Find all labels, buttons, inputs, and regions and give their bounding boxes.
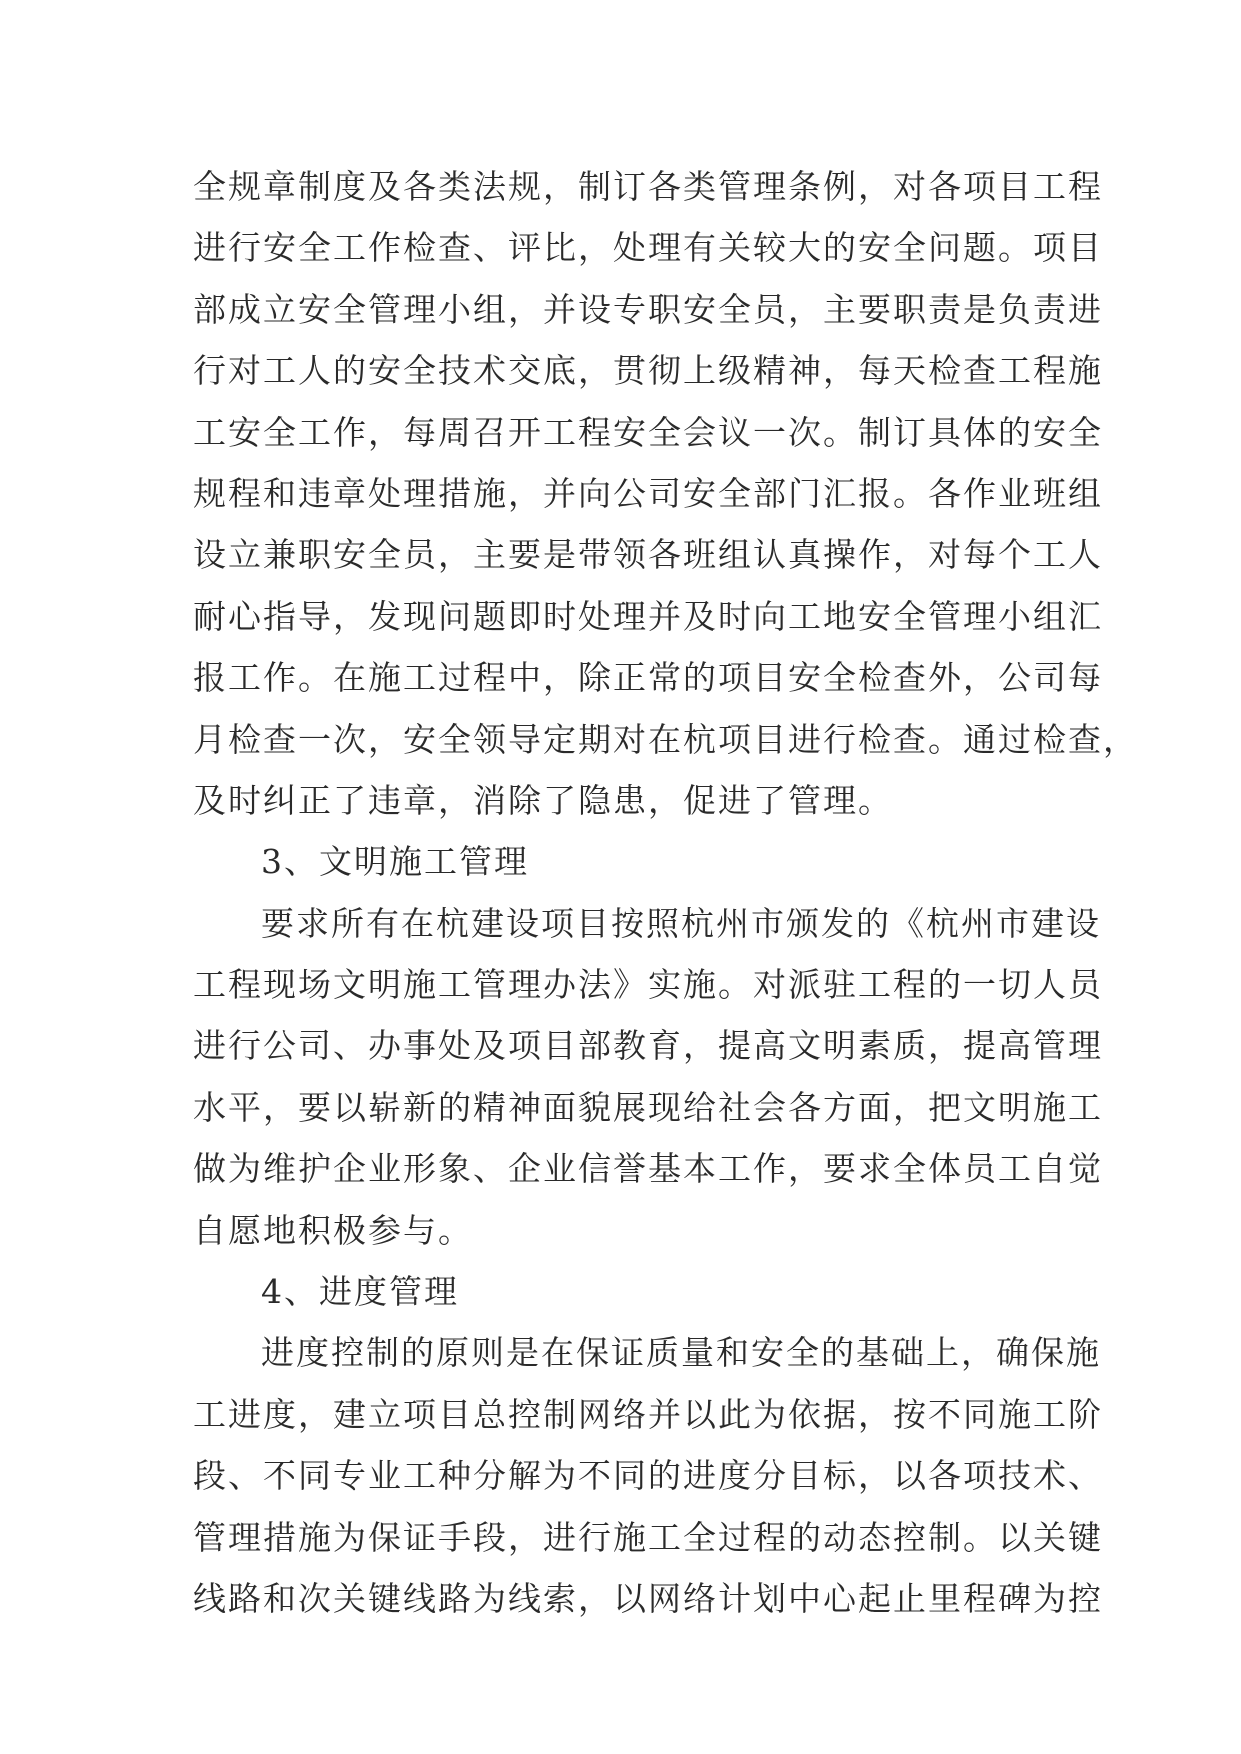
text-line-18: 自愿地积极参与。 [193, 1210, 473, 1250]
text-line-8: 耐心指导，发现问题即时处理并及时向工地安全管理小组汇 [193, 596, 1103, 636]
text-line-6: 规程和违章处理措施，并向公司安全部门汇报。各作业班组 [193, 473, 1103, 513]
text-line-11: 及时纠正了违章，消除了隐患，促进了管理。 [193, 780, 893, 820]
text-line-22: 段、不同专业工种分解为不同的进度分目标，以各项技术、 [193, 1456, 1103, 1496]
text-line-5: 工安全工作，每周召开工程安全会议一次。制订具体的安全 [193, 412, 1103, 452]
text-line-23: 管理措施为保证手段，进行施工全过程的动态控制。以关键 [193, 1517, 1103, 1557]
text-line-13: 要求所有在杭建设项目按照杭州市颁发的《杭州市建设 [261, 903, 1101, 943]
text-line-20: 进度控制的原则是在保证质量和安全的基础上，确保施 [261, 1333, 1101, 1373]
text-line-10: 月检查一次，安全领导定期对在杭项目进行检查。通过检查， [193, 719, 1138, 759]
text-line-16: 水平，要以崭新的精神面貌展现给社会各方面，把文明施工 [193, 1087, 1103, 1127]
text-line-3: 部成立安全管理小组，并设专职安全员，主要职责是负责进 [193, 289, 1103, 329]
text-line-1: 全规章制度及各类法规，制订各类管理条例，对各项目工程 [193, 167, 1103, 206]
document-body [193, 156, 1138, 1629]
section-heading-civilized-construction: 3、文明施工管理 [261, 842, 529, 882]
text-line-15: 进行公司、办事处及项目部教育，提高文明素质，提高管理 [193, 1026, 1103, 1066]
text-line-4: 行对工人的安全技术交底，贯彻上级精神，每天检查工程施 [193, 351, 1103, 391]
text-line-21: 工进度，建立项目总控制网络并以此为依据，按不同施工阶 [193, 1394, 1103, 1434]
text-line-14: 工程现场文明施工管理办法》实施。对派驻工程的一切人员 [193, 965, 1103, 1005]
text-line-9: 报工作。在施工过程中，除正常的项目安全检查外，公司每 [193, 658, 1103, 698]
section-heading-schedule-management: 4、进度管理 [261, 1272, 459, 1312]
text-line-24: 线路和次关键线路为线索，以网络计划中心起止里程碑为控 [193, 1578, 1103, 1618]
text-line-7: 设立兼职安全员，主要是带领各班组认真操作，对每个工人 [193, 535, 1103, 575]
text-line-2: 进行安全工作检查、评比，处理有关较大的安全问题。项目 [193, 228, 1103, 268]
text-line-17: 做为维护企业形象、企业信誉基本工作，要求全体员工自觉 [193, 1149, 1103, 1189]
